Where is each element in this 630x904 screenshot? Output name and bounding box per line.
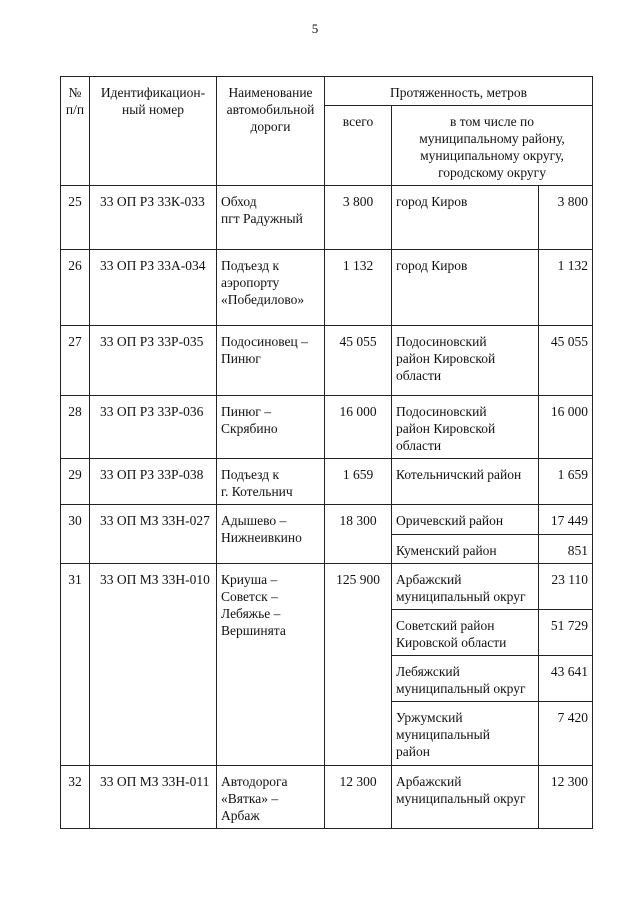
road-name: Пинюг – Скрябино <box>217 396 325 459</box>
district-name: город Киров <box>392 250 539 326</box>
road-total-length: 16 000 <box>325 396 392 459</box>
road-total-length: 125 900 <box>325 564 392 766</box>
table-row <box>61 396 593 459</box>
district-length: 51 729 <box>539 610 593 656</box>
row-number: 26 <box>61 250 90 326</box>
road-id: 33 ОП РЗ 33К-033 <box>90 186 217 250</box>
road-id: 33 ОП МЗ 33Н-011 <box>90 766 217 829</box>
road-name: Обход пгт Радужный <box>217 186 325 250</box>
table-row <box>61 505 593 535</box>
road-total-length: 12 300 <box>325 766 392 829</box>
district-length: 45 055 <box>539 326 593 396</box>
header-total: всего <box>325 106 392 186</box>
road-id: 33 ОП МЗ 33Н-010 <box>90 564 217 766</box>
district-name: Котельничский район <box>392 459 539 505</box>
header-including: в том числе по муниципальному району, муниципальному округу, городскому округу <box>392 106 593 186</box>
road-total-length: 1 659 <box>325 459 392 505</box>
roads-table <box>60 76 593 829</box>
row-number: 31 <box>61 564 90 766</box>
district-length: 1 659 <box>539 459 593 505</box>
district-length: 7 420 <box>539 702 593 766</box>
road-name: Адышево – Нижнеивкино <box>217 505 325 564</box>
row-number: 27 <box>61 326 90 396</box>
row-number: 25 <box>61 186 90 250</box>
row-number: 32 <box>61 766 90 829</box>
road-id: 33 ОП РЗ 33Р-036 <box>90 396 217 459</box>
table-row <box>61 326 593 396</box>
district-length: 3 800 <box>539 186 593 250</box>
road-name: Подосиновец – Пинюг <box>217 326 325 396</box>
district-length: 1 132 <box>539 250 593 326</box>
road-id: 33 ОП МЗ 33Н-027 <box>90 505 217 564</box>
road-name: Автодорога «Вятка» – Арбаж <box>217 766 325 829</box>
table-row <box>61 250 593 326</box>
road-total-length: 1 132 <box>325 250 392 326</box>
table-body <box>61 186 593 829</box>
header-num: № п/п <box>61 77 90 186</box>
district-length: 17 449 <box>539 505 593 535</box>
district-name: Куменский район <box>392 535 539 564</box>
table-row <box>61 564 593 610</box>
road-name: Криуша – Советск – Лебяжье – Вершинята <box>217 564 325 766</box>
road-id: 33 ОП РЗ 33Р-035 <box>90 326 217 396</box>
road-name: Подъезд к г. Котельнич <box>217 459 325 505</box>
district-length: 16 000 <box>539 396 593 459</box>
header-id: Идентификацион- ный номер <box>90 77 217 186</box>
header-length: Протяженность, метров <box>325 77 593 106</box>
district-length: 851 <box>539 535 593 564</box>
district-name: Подосиновский район Кировской области <box>392 396 539 459</box>
district-name: Лебяжский муниципальный округ <box>392 656 539 702</box>
district-name: Подосиновский район Кировской области <box>392 326 539 396</box>
road-name: Подъезд к аэропорту «Победилово» <box>217 250 325 326</box>
district-name: Оричевский район <box>392 505 539 535</box>
road-id: 33 ОП РЗ 33А-034 <box>90 250 217 326</box>
road-id: 33 ОП РЗ 33Р-038 <box>90 459 217 505</box>
row-number: 30 <box>61 505 90 564</box>
page-number: 5 <box>311 21 319 36</box>
table-row <box>61 766 593 829</box>
district-name: Арбажский муниципальный округ <box>392 564 539 610</box>
district-name: Советский район Кировской области <box>392 610 539 656</box>
district-name: город Киров <box>392 186 539 250</box>
table-row <box>61 459 593 505</box>
header-name: Наименование автомобильной дороги <box>217 77 325 186</box>
district-length: 12 300 <box>539 766 593 829</box>
table-row <box>61 186 593 250</box>
district-length: 43 641 <box>539 656 593 702</box>
district-name: Уржумский муниципальный район <box>392 702 539 766</box>
road-total-length: 3 800 <box>325 186 392 250</box>
row-number: 28 <box>61 396 90 459</box>
road-total-length: 45 055 <box>325 326 392 396</box>
row-number: 29 <box>61 459 90 505</box>
district-name: Арбажский муниципальный округ <box>392 766 539 829</box>
road-total-length: 18 300 <box>325 505 392 564</box>
district-length: 23 110 <box>539 564 593 610</box>
